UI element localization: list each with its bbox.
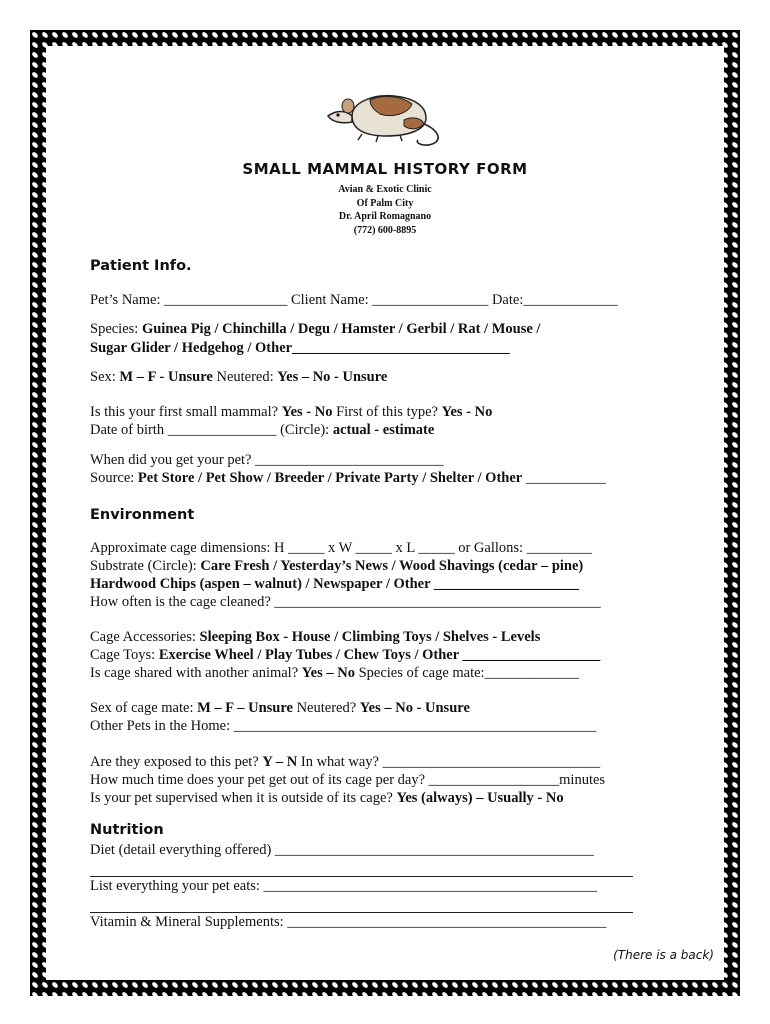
toys-options[interactable]: Exercise Wheel / Play Tubes / Chew Toys / Other ___________________ — [158, 647, 601, 663]
cage-dimensions-line[interactable]: Approximate cage dimensions: H _____ x W _____ x L _____ or Gallons: _________ — [90, 540, 592, 556]
neutered-label: Neutered: — [212, 369, 278, 385]
exposed-line[interactable] — [90, 754, 600, 771]
first-type-options[interactable]: Yes - No — [441, 404, 493, 420]
source-line[interactable] — [90, 470, 606, 487]
exposed-question: Are they exposed to this pet? — [90, 754, 263, 770]
clinic-phone: (772) 600-8895 — [353, 224, 417, 236]
shared-cage-line[interactable] — [90, 665, 579, 682]
species-line[interactable] — [90, 321, 540, 338]
supervised-options[interactable]: Yes (always) – Usually - No — [396, 790, 564, 806]
eats-extra-rule[interactable] — [90, 912, 633, 913]
substrate-options[interactable]: Care Fresh / Yesterday’s News / Wood Shavings (cedar – pine) — [200, 558, 584, 574]
cage-mate-species[interactable]: Species of cage mate:_____________ — [354, 665, 579, 681]
dob-line[interactable] — [90, 422, 434, 439]
dob-label: Date of birth _______________ (Circle): — [90, 422, 333, 438]
source-options[interactable]: Pet Store / Pet Show / Breeder / Private Party / Shelter / Other — [137, 470, 523, 486]
cage-mate-sex-label: Sex of cage mate: — [90, 700, 198, 716]
species-options-cont[interactable]: Sugar Glider / Hedgehog / Other______________________________ — [90, 340, 510, 356]
species-label: Species: — [90, 321, 142, 337]
sex-neutered-line[interactable] — [90, 369, 387, 386]
neutered-options[interactable]: Yes – No - Unsure — [277, 369, 388, 385]
toys-line[interactable] — [90, 647, 600, 664]
toys-label: Cage Toys: — [90, 647, 159, 663]
form-title: SMALL MAMMAL HISTORY FORM — [242, 160, 528, 178]
other-pets-line[interactable]: Other Pets in the Home: __________________________________________________ — [90, 718, 597, 734]
first-mammal-options[interactable]: Yes - No — [281, 404, 333, 420]
clinic-city: Of Palm City — [356, 197, 414, 209]
accessories-options[interactable]: Sleeping Box - House / Climbing Toys / Shelves - Levels — [199, 629, 541, 645]
cleaning-line[interactable]: How often is the cage cleaned? _____________________________________________ — [90, 594, 601, 610]
cage-mate-neutered-options[interactable]: Yes – No - Unsure — [359, 700, 470, 716]
cage-mate-sex-line[interactable] — [90, 700, 470, 717]
substrate-line[interactable] — [90, 558, 583, 575]
acquired-line[interactable]: When did you get your pet? __________________________ — [90, 452, 444, 468]
dob-options[interactable]: actual - estimate — [332, 422, 435, 438]
first-type-question: First of this type? — [332, 404, 442, 420]
clinic-name: Avian & Exotic Clinic — [338, 184, 432, 195]
first-mammal-question: Is this your first small mammal? — [90, 404, 282, 420]
shared-cage-question: Is cage shared with another animal? — [90, 665, 302, 681]
first-mammal-line[interactable] — [90, 404, 492, 421]
clinic-info — [0, 183, 770, 237]
diet-line[interactable]: Diet (detail everything offered) ____________________________________________ — [90, 842, 594, 858]
rodent-illustration-icon — [322, 88, 448, 150]
doctor-name: Dr. April Romagnano — [338, 211, 432, 222]
accessories-label: Cage Accessories: — [90, 629, 200, 645]
time-out-line[interactable]: How much time does your pet get out of its cage per day? __________________minutes — [90, 772, 606, 788]
exposed-way[interactable]: In what way? ______________________________ — [297, 754, 601, 770]
accessories-line[interactable] — [90, 629, 540, 646]
eats-line[interactable]: List everything your pet eats: ______________________________________________ — [90, 878, 598, 894]
sex-options[interactable]: M – F - Unsure — [119, 369, 213, 385]
back-page-note: (There is a back) — [613, 948, 714, 962]
source-other-blank[interactable]: ___________ — [522, 470, 606, 486]
substrate-label: Substrate (Circle): — [90, 558, 201, 574]
species-options[interactable]: Guinea Pig / Chinchilla / Degu / Hamster / Gerbil / Rat / Mouse / — [141, 321, 541, 337]
cage-mate-neutered-label: Neutered? — [292, 700, 360, 716]
sex-label: Sex: — [90, 369, 120, 385]
section-heading-environment: Environment — [90, 507, 195, 523]
shared-cage-options[interactable]: Yes – No — [301, 665, 355, 681]
section-heading-patient: Patient Info. — [90, 258, 192, 274]
vitamins-line[interactable]: Vitamin & Mineral Supplements: ____________________________________________ — [90, 914, 607, 930]
supervised-question: Is your pet supervised when it is outside of its cage? — [90, 790, 397, 806]
substrate-options-cont[interactable]: Hardwood Chips (aspen – walnut) / Newspaper / Other ____________________ — [90, 576, 579, 592]
exposed-options[interactable]: Y – N — [262, 754, 298, 770]
section-heading-nutrition: Nutrition — [90, 822, 164, 838]
source-label: Source: — [90, 470, 138, 486]
names-date-line[interactable]: Pet’s Name: _________________ Client Name: ________________ Date:_____________ — [90, 292, 618, 308]
supervised-line[interactable] — [90, 790, 564, 807]
diet-extra-rule[interactable] — [90, 876, 633, 877]
cage-mate-sex-options[interactable]: M – F – Unsure — [197, 700, 293, 716]
